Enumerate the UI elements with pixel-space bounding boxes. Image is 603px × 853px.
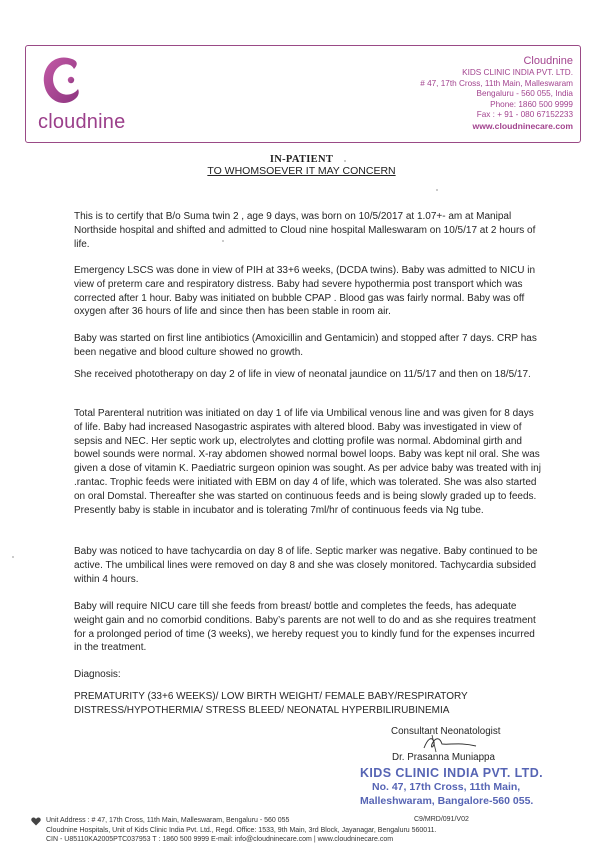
document-subheading: TO WHOMSOEVER IT MAY CONCERN xyxy=(207,165,396,177)
form-code: C9/MRD/091/V02 xyxy=(414,816,469,823)
stamp-line-3: Malleshwaram, Bangalore-560 055. xyxy=(360,794,534,807)
company-stamp xyxy=(360,766,543,808)
cloudnine-logo-icon xyxy=(38,53,86,109)
paragraph: Total Parenteral nutrition was initiated on day 1 of life via Umbilical venous line and was given for 8 days of life. Baby had increased Nasogastric aspirates with altered blood. Baby was investigated in view of sepsis and NEC. Her septic work up, electrolytes and clotting profile was normal. Abdominal girth and bowel sounds were normal. X-ray abdomen showed normal bowel loops. Baby was kept nil oral. She was given a dose of vitamin K. Paediatric surgeon opinion was sought. As per advice baby was treated with inj .rantac. Trophic feeds were initiated with EBM on day 4 of life, which was tolerated. She was also started on oral Domstal. Thereafter she was started on continuous feeds and is being slowly graded up to feeds. Presently baby is stable in incubator and is tolerating 7ml/hr of continuous feeds via Ng tube. xyxy=(74,408,541,516)
brand-name: Cloudnine xyxy=(523,55,573,67)
footer-line-3: CIN - U85110KA2005PTC037953 T : 1860 500 9999 E-mail: info@cloudninecare.com | www.cloudninecare.com xyxy=(46,836,394,844)
signatory-name: Dr. Prasanna Muniappa xyxy=(392,752,495,763)
scan-speck xyxy=(222,240,224,242)
company-name: KIDS CLINIC INDIA PVT. LTD. xyxy=(462,68,573,77)
stamp-line-2: No. 47, 17th Cross, 11th Main, xyxy=(372,781,521,793)
document-heading: IN-PATIENT xyxy=(269,154,334,165)
scan-speck xyxy=(344,160,346,162)
footer xyxy=(46,816,436,845)
heart-icon xyxy=(31,817,41,826)
stamp-line-1: KIDS CLINIC INDIA PVT. LTD. xyxy=(360,766,544,780)
paragraph: Baby will require NICU care till she feeds from breast/ bottle and completes the feeds, has adequate weight gain and no comorbid conditions. Baby’s parents are not well to do and as she requires treatment for a prolonged period of time (3 weeks), we hereby request you to kindly fund for the expenses incurred in the treatment. xyxy=(74,601,536,654)
scan-speck xyxy=(436,189,438,191)
diagnosis-label: Diagnosis: xyxy=(74,669,121,680)
fax: Fax : + 91 - 080 67152233 xyxy=(476,110,573,120)
footer-line-2: Cloudnine Hospitals, Unit of Kids Clinic India Pvt. Ltd., Regd. Office: 1533, 9th Main, 3rd Block, Jayanagar, Bengaluru 560011. xyxy=(46,826,437,834)
paragraph: Baby was noticed to have tachycardia on day 8 of life. Septic marker was negative. Baby continued to be active. The umbilical lines were removed on day 8 and she was closely monitored. Tachycardia subsided within 4 hours. xyxy=(74,546,538,585)
paragraph: Emergency LSCS was done in view of PIH at 33+6 weeks, (DCDA twins). Baby was admitted to NICU in view of preterm care and respiratory distress. Baby had severe hypothermia post transport which was corrected after 1 hour. Baby was initiated on bubble CPAP . Blood gas was fairly normal. Baby was off oxygen after 36 hours of life and since then has been stable in room air. xyxy=(74,265,536,318)
address-line-1: # 47, 17th Cross, 11th Main, Malleswaram xyxy=(420,78,573,88)
paragraph: Baby was started on first line antibiotics (Amoxicillin and Gentamicin) and stopped after 7 days. CRP has been negative and blood culture showed no growth. xyxy=(74,333,537,358)
diagnosis-text: PREMATURITY (33+6 WEEKS)/ LOW BIRTH WEIGHT/ FEMALE BABY/RESPIRATORY DISTRESS/HYPOTHERMIA/ STRESS BLEED/ NEONATAL HYPERBILIRUBINEMIA xyxy=(74,691,468,716)
logo-wordmark: cloudnine xyxy=(38,111,126,133)
phone: Phone: 1860 500 9999 xyxy=(490,99,573,109)
footer-line-1: Unit Address : # 47, 17th Cross, 11th Main, Malleswaram, Bengaluru - 560 055 xyxy=(46,817,290,824)
letterhead-address xyxy=(420,54,573,132)
address-line-2: Bengaluru - 560 055, India xyxy=(476,89,573,99)
website: www.cloudninecare.com xyxy=(472,120,573,131)
scan-speck xyxy=(12,556,14,558)
handwritten-signature xyxy=(420,732,480,754)
paragraph: She received phototherapy on day 2 of life in view of neonatal jaundice on 11/5/17 and then on 18/5/17. xyxy=(74,369,531,380)
paragraph: This is to certify that B/o Suma twin 2 , age 9 days, was born on 10/5/2017 at 1.07+- am at Manipal Northside hospital and shifted and admitted to Cloud nine hospital Malleswaram on 10/5/17 at 2 hours of life. xyxy=(74,211,536,250)
signatory-role: Consultant Neonatologist xyxy=(391,726,501,737)
